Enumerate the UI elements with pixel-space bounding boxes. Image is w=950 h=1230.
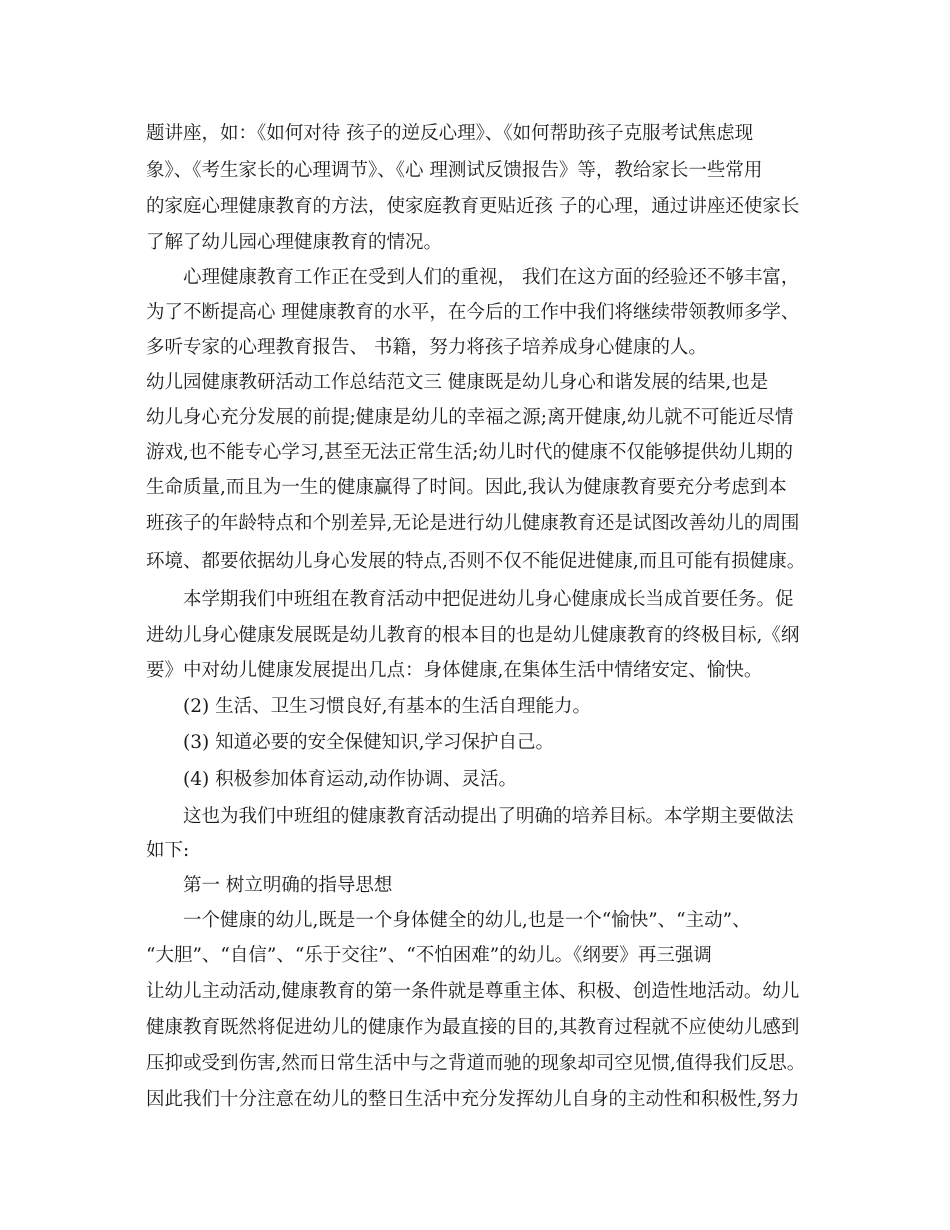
text-line-14: 本学期我们中班组在教育活动中把促进幼儿身心健康成长当成首要任务。促 <box>183 589 794 610</box>
text-line-1: 题讲座，如：《如何对待 孩子的逆反心理》、《如何帮助孩子克服考试焦虑现 <box>146 123 754 144</box>
text-line-7: 多听专家的心理教育报告、 书籍，努力将孩子培养成身心健康的人。 <box>146 337 707 358</box>
text-line-2: 象》、《考生家长的心理调节》、《心 理测试反馈报告》等，教给家长一些常用 <box>146 160 763 181</box>
text-line-3: 的家庭心理健康教育的方法，使家庭教育更贴近孩 子的心理，通过讲座还使家长 <box>146 196 800 217</box>
text-line-24: “大胆”、“自信”、“乐于交往”、“不怕困难”的幼儿。《纲要》再三强调 <box>146 945 712 966</box>
text-line-16: 要》中对幼儿健康发展提出几点：身体健康,在集体生活中情绪安定、愉快。 <box>146 660 763 681</box>
text-line-23: 一个健康的幼儿,既是一个身体健全的幼儿,也是一个“愉快”、“主动”、 <box>183 910 751 931</box>
text-line-6: 为了不断提高心 理健康教育的水平，在今后的工作中我们将继续带领教师多学、 <box>146 302 800 323</box>
text-line-4: 了解了幼儿园心理健康教育的情况。 <box>146 232 443 253</box>
text-line-27: 压抑或受到伤害,然而日常生活中与之背道而驰的现象却司空见惯,值得我们反思。 <box>146 1053 806 1074</box>
text-line-11: 生命质量,而且为一生的健康赢得了时间。因此,我认为健康教育要充分考虑到本 <box>146 477 787 498</box>
text-line-10: 游戏,也不能专心学习,甚至无法正常生活;幼儿时代的健康不仅能够提供幼儿期的 <box>146 442 793 463</box>
text-line-13: 环境、都要依据幼儿身心发展的特点,否则不仅不能促进健康,而且可能有损健康。 <box>146 551 806 572</box>
text-line-8: 幼儿园健康教研活动工作总结范文三 健康既是幼儿身心和谐发展的结果,也是 <box>146 372 769 393</box>
text-line-5: 心理健康教育工作正在受到人们的重视， 我们在这方面的经验还不够丰富， <box>183 267 800 288</box>
text-line-21: 如下: <box>146 840 190 861</box>
text-line-17: (2) 生活、卫生习惯良好,有基本的生活自理能力。 <box>183 696 591 717</box>
text-line-20: 这也为我们中班组的健康教育活动提出了明确的培养目标。本学期主要做法 <box>183 806 794 827</box>
text-line-22: 第一 树立明确的指导思想 <box>183 875 393 896</box>
text-line-25: 让幼儿主动活动,健康教育的第一条件就是尊重主体、积极、创造性地活动。幼儿 <box>146 981 800 1002</box>
text-line-15: 进幼儿身心健康发展既是幼儿教育的根本目的也是幼儿健康教育的终极目标,《纲 <box>146 625 800 646</box>
text-line-9: 幼儿身心充分发展的前提;健康是幼儿的幸福之源;离开健康,幼儿就不可能近尽情 <box>146 407 794 428</box>
text-line-28: 因此我们十分注意在幼儿的整日生活中充分发挥幼儿自身的主动性和积极性,努力 <box>146 1089 800 1110</box>
text-line-26: 健康教育既然将促进幼儿的健康作为最直接的目的,其教育过程就不应使幼儿感到 <box>146 1017 800 1038</box>
text-line-18: (3) 知道必要的安全保健知识,学习保护自己。 <box>183 732 554 753</box>
text-line-19: (4) 积极参加体育运动,动作协调、灵活。 <box>183 769 517 790</box>
text-line-12: 班孩子的年龄特点和个别差异,无论是进行幼儿健康教育还是试图改善幼儿的周围 <box>146 513 800 534</box>
